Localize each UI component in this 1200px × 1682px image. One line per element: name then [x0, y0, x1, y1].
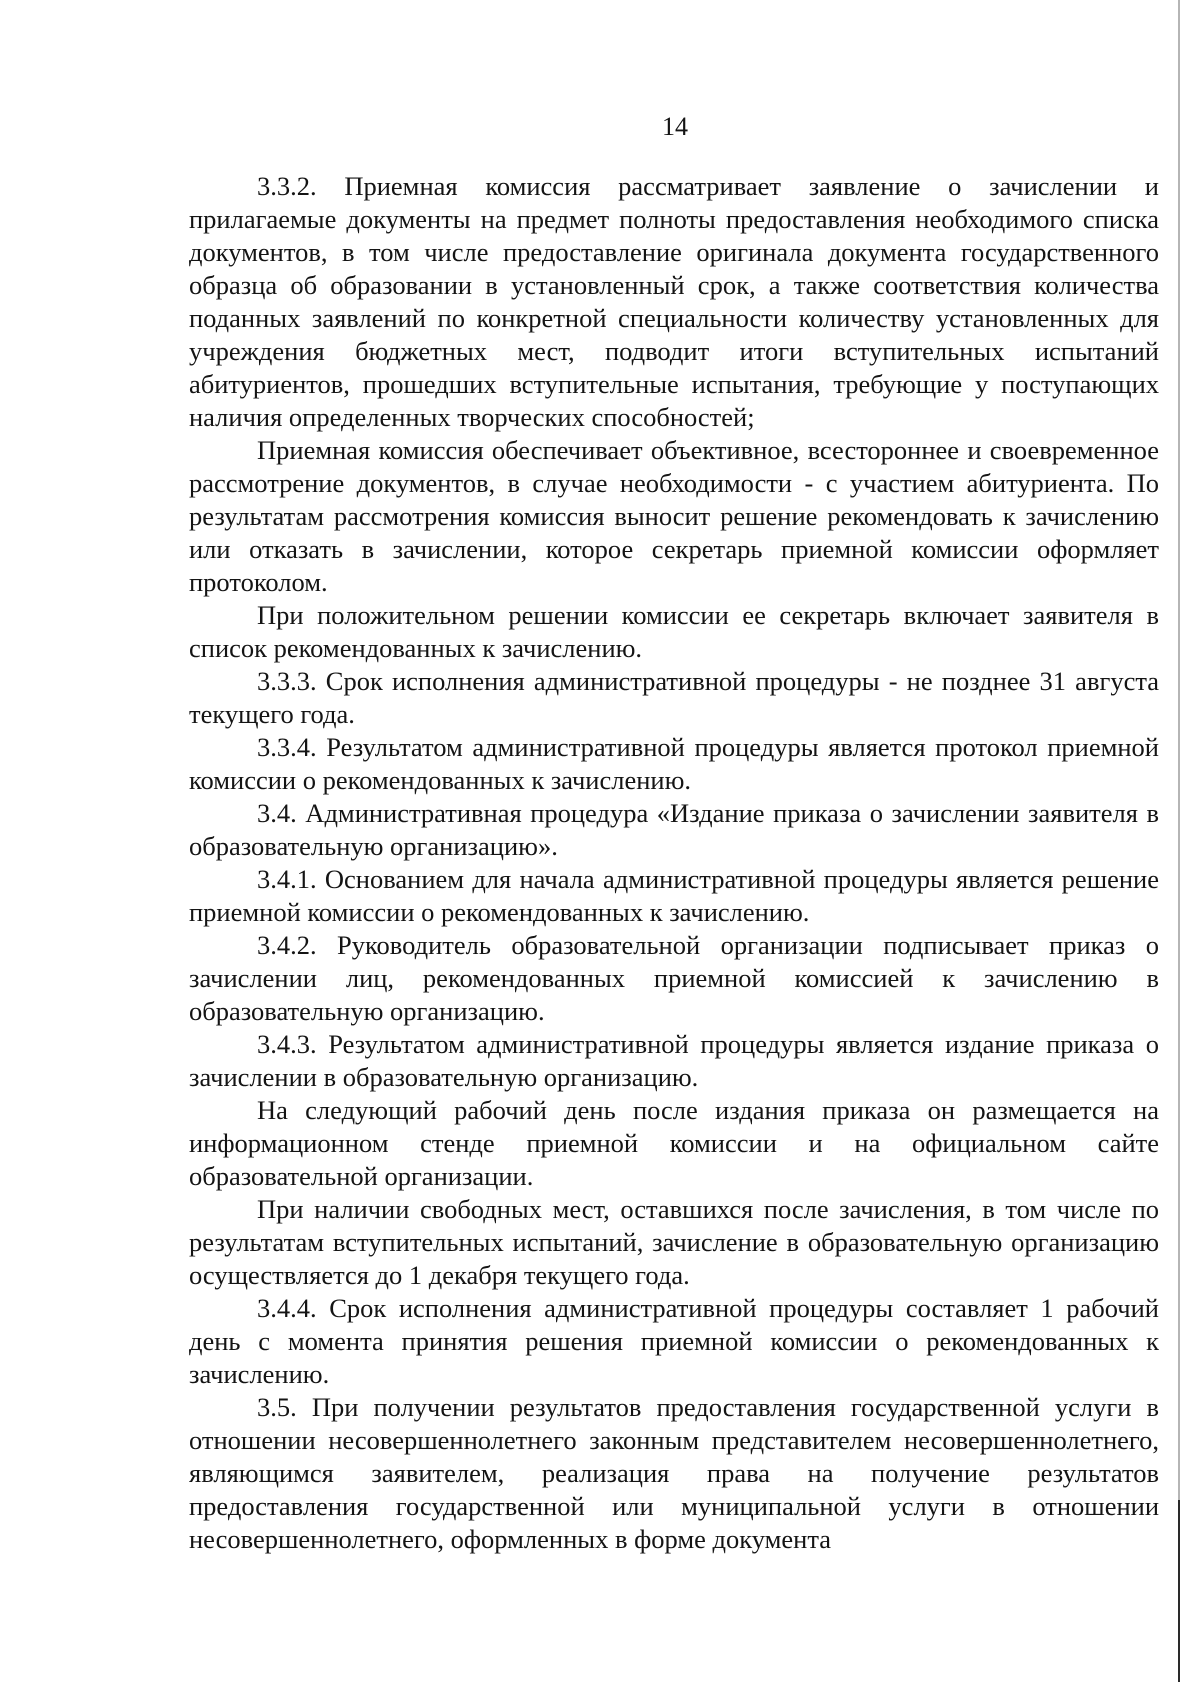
paragraph-3-3-3: 3.3.3. Срок исполнения административной процедуры - не позднее 31 августа текущего года.	[189, 666, 1159, 729]
scan-edge-line	[1178, 0, 1180, 1682]
paragraph-3-4-3: 3.4.3. Результатом административной процедуры является издание приказа о зачислении в образовательную организацию.	[189, 1029, 1159, 1092]
paragraph-free-places: При наличии свободных мест, оставшихся после зачисления, в том числе по результатам вступительных испытаний, зачисление в образовательную организацию осуществляется до 1 декабря текущего года.	[189, 1194, 1159, 1290]
paragraph-3-4-1: 3.4.1. Основанием для начала административной процедуры является решение приемной комиссии о рекомендованных к зачислению.	[189, 864, 1159, 927]
page-number: 14	[662, 112, 688, 141]
paragraph-3-3-2: 3.3.2. Приемная комиссия рассматривает заявление о зачислении и прилагаемые документы на предмет полноты предоставления необходимого списка документов, в том числе предоставление оригинала документа государственного образца об образовании в установленный срок, а также соответствия количества поданных заявлений по конкретной специальности количеству установленных для учреждения бюджетных мест, подводит итоги вступительных испытаний абитуриентов, прошедших вступительные испытания, требующие у поступающих наличия определенных творческих способностей;	[189, 171, 1159, 432]
paragraph-order-publication: На следующий рабочий день после издания приказа он размещается на информационном стенде приемной комиссии и на официальном сайте образовательной организации.	[189, 1095, 1159, 1191]
paragraph-3-4-4: 3.4.4. Срок исполнения административной процедуры составляет 1 рабочий день с момента принятия решения приемной комиссии о рекомендованных к зачислению.	[189, 1293, 1159, 1389]
paragraph-3-3-4: 3.3.4. Результатом административной процедуры является протокол приемной комиссии о рекомендованных к зачислению.	[189, 732, 1159, 795]
paragraph-3-4-2: 3.4.2. Руководитель образовательной организации подписывает приказ о зачислении лиц, рекомендованных приемной комиссией к зачислению в образовательную организацию.	[189, 930, 1159, 1026]
paragraph-3-5: 3.5. При получении результатов предоставления государственной услуги в отношении несовершеннолетнего законным представителем несовершеннолетнего, являющимся заявителем, реализация права на получение результатов предоставления государственной или муниципальной услуги в отношении несовершеннолетнего, оформленных в форме документа	[189, 1392, 1159, 1554]
paragraph-positive-decision: При положительном решении комиссии ее секретарь включает заявителя в список рекомендованных к зачислению.	[189, 600, 1159, 663]
paragraph-3-4: 3.4. Административная процедура «Издание приказа о зачислении заявителя в образовательную организацию».	[189, 798, 1159, 861]
document-body	[189, 170, 1159, 1556]
scan-edge-shadow	[1178, 1500, 1180, 1682]
paragraph-commission-review: Приемная комиссия обеспечивает объективное, всестороннее и своевременное рассмотрение документов, в случае необходимости - с участием абитуриента. По результатам рассмотрения комиссия выносит решение рекомендовать к зачислению или отказать в зачислении, которое секретарь приемной комиссии оформляет протоколом.	[189, 435, 1159, 597]
